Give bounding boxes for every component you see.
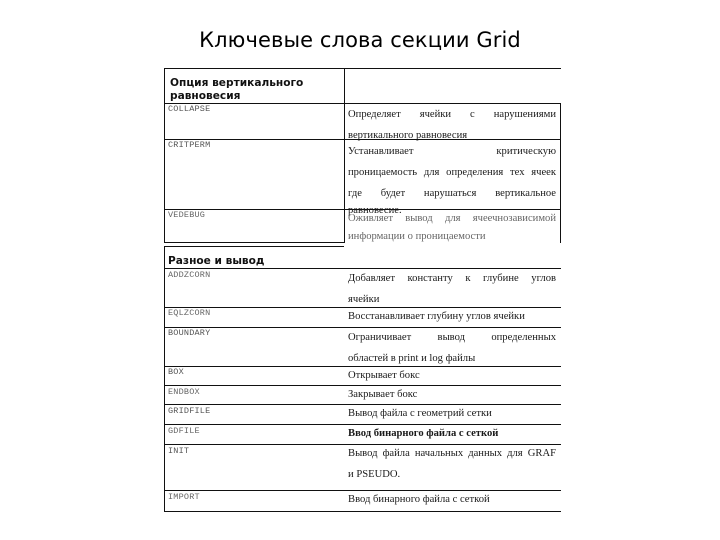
table1-header: Опция вертикального равновесия — [170, 77, 304, 102]
description-boundary: Ограничивает вывод определенных областей в print и log файлы — [348, 332, 556, 364]
table1-bottom-border — [164, 242, 344, 243]
table1-right-border — [560, 103, 561, 243]
keyword-gridfile: GRIDFILE — [168, 406, 211, 416]
keyword-boundary: BOUNDARY — [168, 328, 211, 338]
table2-header: Разное и вывод — [168, 255, 265, 267]
description-box: Открывает бокс — [348, 370, 420, 381]
table2-left-border — [164, 246, 165, 512]
keyword-gdfile: GDFILE — [168, 426, 200, 436]
keyword-box: BOX — [168, 367, 184, 377]
keyword-endbox: ENDBOX — [168, 387, 200, 397]
description-vedebug: Оживляет вывод для ячеечнозависимой информации о проницаемости — [348, 213, 556, 242]
table2-bottom-border — [164, 511, 561, 512]
keyword-import: IMPORT — [168, 492, 200, 502]
description-gdfile: Ввод бинарного файла с сеткой — [348, 428, 499, 439]
description-critperm: Устанавливает критическую проницаемость для определения тех ячеек где будет нарушаться вертикальное равновесие. — [348, 146, 556, 216]
description-endbox: Закрывает бокс — [348, 389, 418, 400]
description-import: Ввод бинарного файла с сеткой — [348, 494, 490, 505]
description-addzcorn: Добавляет константу к глубине углов ячейки — [348, 273, 556, 305]
table1-left-border — [164, 68, 165, 243]
keyword-addzcorn: ADDZCORN — [168, 270, 211, 280]
keyword-collapse: COLLAPSE — [168, 104, 211, 114]
description-collapse: Определяет ячейки с нарушениями вертикального равновесия — [348, 109, 556, 141]
table1-column-divider — [344, 68, 345, 243]
description-init: Вывод файла начальных данных для GRAF и PSEUDO. — [348, 448, 556, 480]
keyword-eqlzcorn: EQLZCORN — [168, 308, 211, 318]
description-gridfile: Вывод файла с геометрий сетки — [348, 408, 492, 419]
table1-top-border — [164, 68, 561, 69]
keyword-vedebug: VEDEBUG — [168, 210, 206, 220]
description-eqlzcorn: Восстанавливает глубину углов ячейки — [348, 311, 525, 322]
keyword-critperm: CRITPERM — [168, 140, 211, 150]
keyword-init: INIT — [168, 446, 190, 456]
page-title: Ключевые слова секции Grid — [199, 28, 521, 52]
table2-top-border — [164, 246, 344, 247]
